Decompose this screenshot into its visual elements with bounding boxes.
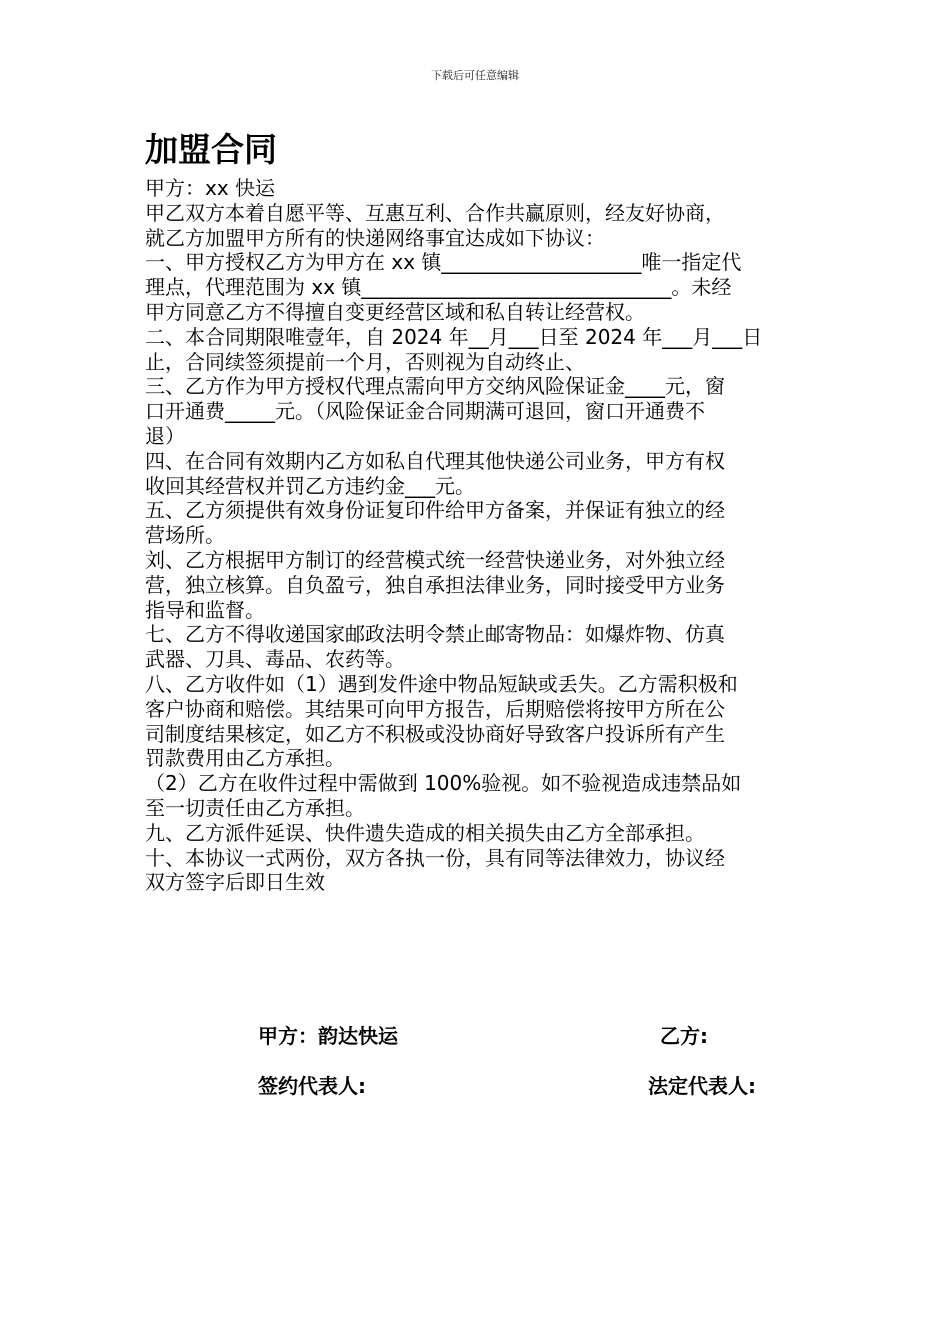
contract-line: 罚款费用由乙方承担。 bbox=[145, 746, 345, 771]
contract-line: 四、在合同有效期内乙方如私自代理其他快递公司业务，甲方有权 bbox=[145, 448, 725, 473]
contract-line: 十、本协议一式两份，双方各执一份，具有同等法律效力，协议经 bbox=[145, 845, 725, 870]
contract-line: 一、甲方授权乙方为甲方在 xx 镇____________________唯一指定代 bbox=[145, 250, 742, 275]
contract-line: （2）乙方在收件过程中需做到 100%验视。如不验视造成违禁品如 bbox=[145, 771, 742, 796]
signature-party-b: 乙方: bbox=[660, 1024, 708, 1048]
contract-line: 口开通费_____元。（风险保证金合同期满可退回，窗口开通费不 bbox=[145, 399, 705, 424]
header-note: 下载后可任意编辑 bbox=[431, 69, 519, 82]
contract-line: 甲乙双方本着自愿平等、互惠互利、合作共赢原则，经友好协商， bbox=[145, 200, 725, 225]
contract-line: 客户协商和赔偿。其结果可向甲方报告，后期赔偿将按甲方所在公 bbox=[145, 696, 725, 721]
contract-line: 七、乙方不得收递国家邮政法明令禁止邮寄物品：如爆炸物、仿真 bbox=[145, 622, 725, 647]
contract-line: 二、本合同期限唯壹年，自 2024 年__月___日至 2024 年___月___日 bbox=[145, 324, 763, 349]
contract-line: 武器、刀具、毒品、农药等。 bbox=[145, 647, 405, 672]
contract-line: 八、乙方收件如（1）遇到发件途中物品短缺或丢失。乙方需积极和 bbox=[145, 671, 738, 696]
contract-line: 营，独立核算。自负盈亏，独自承担法律业务，同时接受甲方业务 bbox=[145, 572, 725, 597]
contract-line: 九、乙方派件延误、快件遗失造成的相关损失由乙方全部承担。 bbox=[145, 820, 705, 845]
contract-line: 指导和监督。 bbox=[145, 597, 265, 622]
contract-line: 至一切责任由乙方承担。 bbox=[145, 795, 365, 820]
contract-line: 就乙方加盟甲方所有的快递网络事宜达成如下协议： bbox=[145, 225, 605, 250]
contract-body bbox=[145, 128, 810, 895]
contract-line: 司制度结果核定，如乙方不积极或没协商好导致客户投诉所有产生 bbox=[145, 721, 725, 746]
contract-line: 止，合同续签须提前一个月，否则视为自动终止、 bbox=[145, 349, 585, 374]
contract-line: 收回其经营权并罚乙方违约金___元。 bbox=[145, 473, 475, 498]
signature-party-a-representative: 签约代表人: bbox=[258, 1074, 366, 1098]
contract-line: 营场所。 bbox=[145, 523, 225, 548]
contract-line: 刘、乙方根据甲方制订的经营模式统一经营快递业务，对外独立经 bbox=[145, 547, 725, 572]
signature-party-a: 甲方：韵达快运 bbox=[258, 1024, 398, 1048]
signature-party-b-representative: 法定代表人: bbox=[648, 1074, 756, 1098]
contract-line: 退） bbox=[145, 423, 185, 448]
document-title: 加盟合同 bbox=[145, 130, 277, 169]
contract-line: 三、乙方作为甲方授权代理点需向甲方交纳风险保证金____元，窗 bbox=[145, 374, 725, 399]
contract-line: 双方签字后即日生效 bbox=[145, 870, 325, 895]
party-a-line: 甲方：xx 快运 bbox=[145, 176, 276, 200]
contract-line: 甲方同意乙方不得擅自变更经营区域和私自转让经营权。 bbox=[145, 299, 645, 324]
contract-line: 五、乙方须提供有效身份证复印件给甲方备案，并保证有独立的经 bbox=[145, 498, 725, 523]
contract-line: 理点，代理范围为 xx 镇_______________________________。未经 bbox=[145, 275, 732, 300]
